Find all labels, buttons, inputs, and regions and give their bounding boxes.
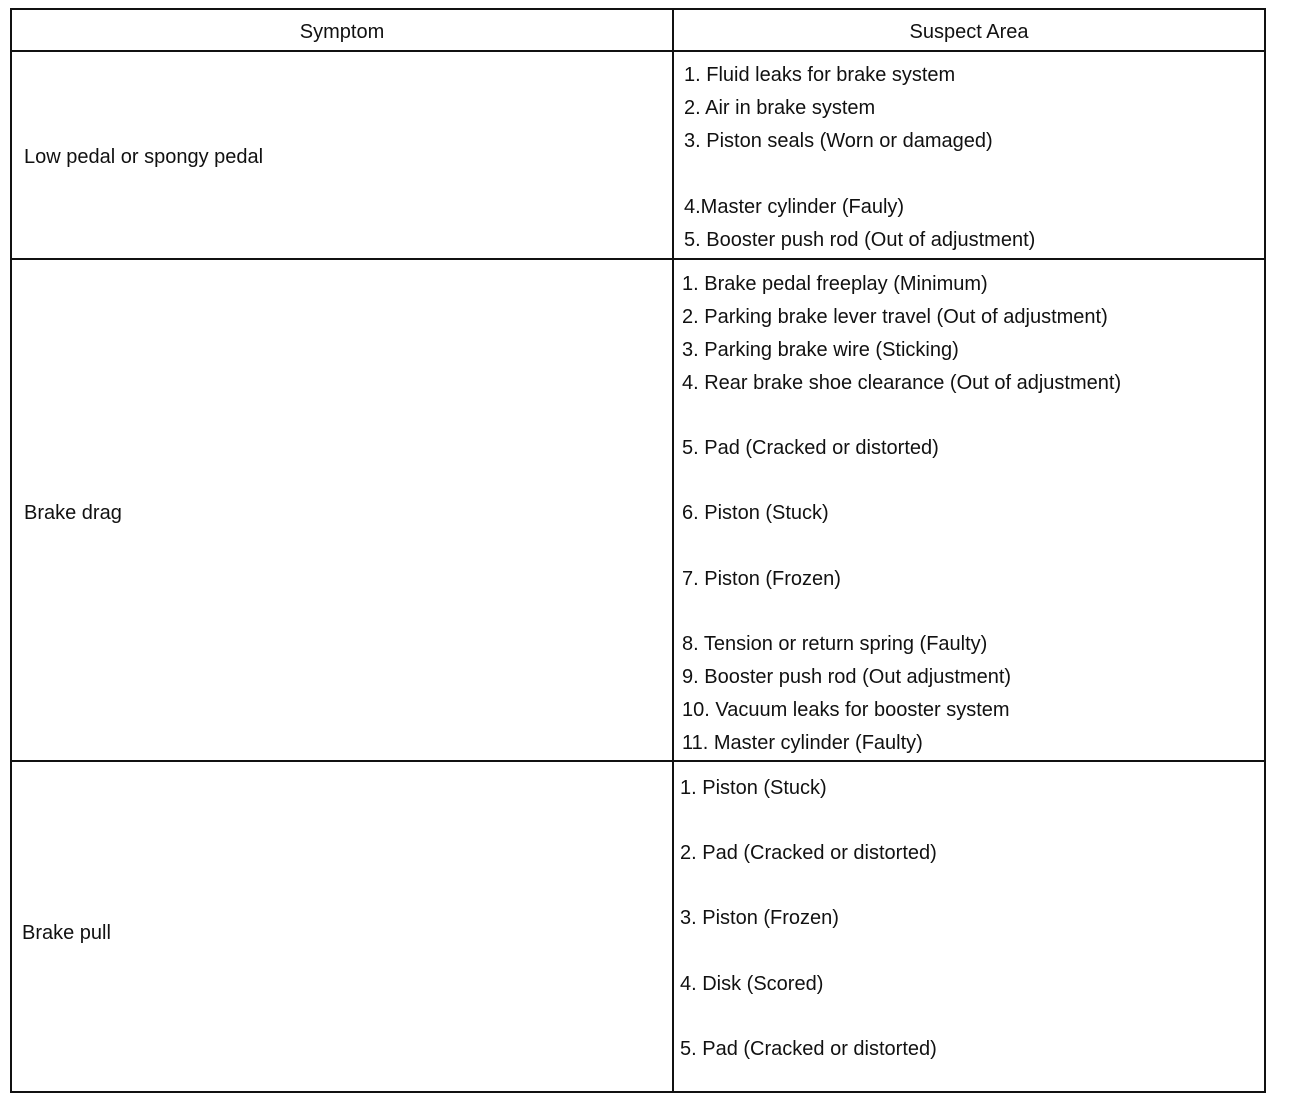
suspect-area-item: 1. Fluid leaks for brake system	[684, 64, 956, 86]
symptom-cell: Brake pull	[22, 922, 111, 944]
header-symptom: Symptom	[299, 21, 385, 43]
suspect-area-item: 4.Master cylinder (Fauly)	[684, 196, 905, 218]
suspect-area-item: 4. Disk (Scored)	[680, 973, 824, 995]
suspect-area-item: 3. Parking brake wire (Sticking)	[682, 339, 959, 361]
header-suspect-area: Suspect Area	[909, 21, 1029, 43]
suspect-area-item: 2. Pad (Cracked or distorted)	[680, 842, 937, 864]
suspect-area-item: 4. Rear brake shoe clearance (Out of adjustment)	[682, 372, 1122, 394]
suspect-area-item: 11. Master cylinder (Faulty)	[682, 732, 923, 754]
row-divider-1	[12, 258, 1264, 260]
suspect-area-item: 7. Piston (Frozen)	[682, 568, 841, 590]
suspect-area-item: 3. Piston seals (Worn or damaged)	[684, 130, 993, 152]
column-divider	[672, 10, 674, 1093]
suspect-area-item: 5. Pad (Cracked or distorted)	[682, 437, 939, 459]
suspect-area-item: 10. Vacuum leaks for booster system	[682, 699, 1010, 721]
suspect-area-item: 8. Tension or return spring (Faulty)	[682, 633, 988, 655]
symptom-cell: Brake drag	[24, 502, 122, 524]
troubleshooting-table	[10, 8, 1266, 1093]
suspect-area-item: 2. Parking brake lever travel (Out of adjustment)	[682, 306, 1108, 328]
suspect-area-item: 1. Piston (Stuck)	[680, 777, 827, 799]
suspect-area-item: 9. Booster push rod (Out adjustment)	[682, 666, 1012, 688]
suspect-area-item: 5. Pad (Cracked or distorted)	[680, 1038, 937, 1060]
suspect-area-item: 3. Piston (Frozen)	[680, 907, 839, 929]
symptom-cell: Low pedal or spongy pedal	[24, 146, 264, 168]
suspect-area-item: 1. Brake pedal freeplay (Minimum)	[682, 273, 988, 295]
suspect-area-item: 2. Air in brake system	[684, 97, 876, 119]
row-divider-2	[12, 760, 1264, 762]
suspect-area-item: 5. Booster push rod (Out of adjustment)	[684, 229, 1036, 251]
suspect-area-item: 6. Piston (Stuck)	[682, 502, 829, 524]
